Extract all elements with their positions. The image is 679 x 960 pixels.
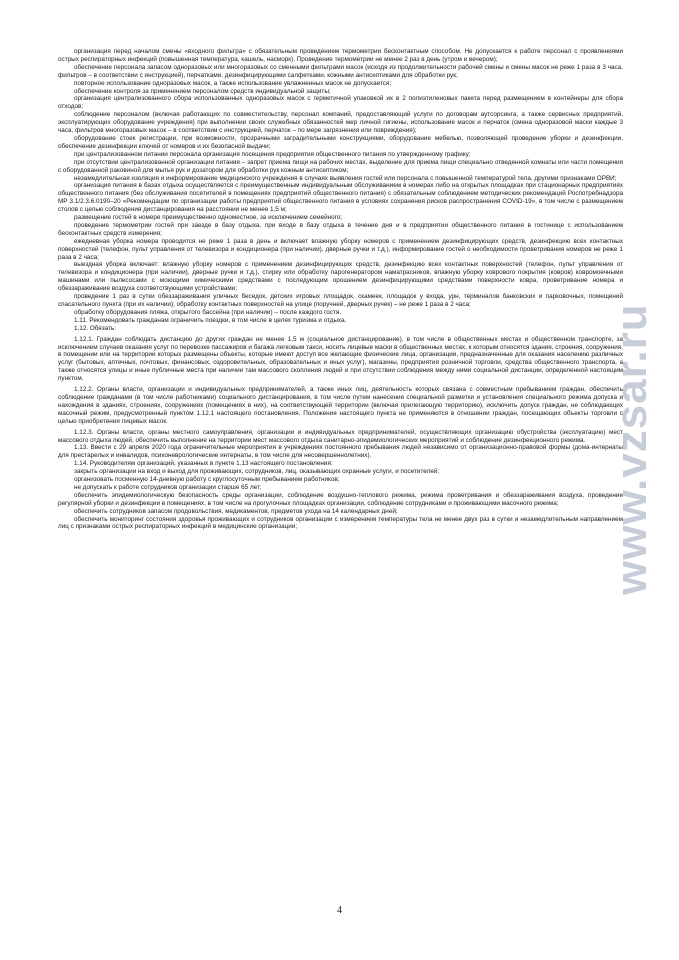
watermark: www.vzsar.ru [607, 303, 656, 595]
section-paragraph: 1.11. Рекомендовать гражданам ограничить поездки, в том числе в целях туризма и отдыха. [74, 316, 347, 324]
paragraph: при централизованном питании персонала организация посещения предприятия общественного питания по утвержденному графику; [74, 150, 471, 158]
paragraph: организовать посменную 14-дневную работу с круглосуточным пребыванием работников; [74, 476, 340, 484]
paragraph: проведение термометрии гостей при заезде в базу отдыха, при входе в базу отдыха в течение дня и в предприятии общественного питания в гостинице с использованием бесконтактных средств измерения; [58, 221, 623, 237]
paragraph: обеспечение персонала запасом одноразовых или многоразовых со сменными фильтрами масок (исходя из продолжительности рабочей смены и смены масок не реже 1 раза в 3 часа, фильтров – в соответствии с инструкцией), перчатками, дезинфицирующими салфетками, кожными антисептиками для обработки рук; [58, 63, 623, 79]
document-body [58, 48, 623, 531]
paragraph: организация питания в базах отдыха осуществляется с преимущественным индивидуальным обслуживанием в номерах либо на открытых площадках при стационарных предприятиях общественного питания (без обслуживания посетителей в помещениях предприятий общественного питания) с обязательным соблюдением методических рекомендаций Роспотребнадзора МР 3.1/2.3.6.0190–20 «Рекомендации по организации работы предприятий общественного питания в условиях сохранения рисков распространения COVID-19», в том числе с размещением столов с целью соблюдения дистанцирования на расстоянии не менее 1,5 м; [58, 182, 623, 214]
section-paragraph: 1.12.1. Граждан соблюдать дистанцию до других граждан не менее 1,5 м (социальное дистанцирование), в том числе в общественных местах и общественном транспорте, за исключением случаев оказания услуг по перевозке пассажиров и багажа легковым такси, носить лицевые маски в общественных местах, к которым относятся здания, строения, сооружения, в помещении или на территории которых размещены объекты, которые имеют доступ все желающие физические лица, организации, предназначенные для оказания населению различных услуг (бытовых, аптечных, почтовых, финансовых, оздоровительных, образовательных и иных услуг), магазины, предприятия розничной торговли, средства общественного транспорта, а также относятся улицы и иные публичные места при наличии там массового скопления людей и при отсутствии соблюдения между ними социальной дистанции, определенной настоящим пунктом. [58, 335, 623, 383]
paragraph: обеспечить сотрудников запасом продовольствия, медикаментов, предметов ухода на 14 календарных дней; [74, 507, 398, 515]
section-paragraph: 1.14. Руководителям организаций, указанных в пункте 1.13 настоящего постановления: [74, 460, 333, 468]
paragraph: обеспечить эпидемиологическую безопасность среды организации, соблюдение воздушно-теплового режима, режима проветривания и обеззараживания воздуха, проведение регулярной уборки и дезинфекции в помещениях, в том числе на прогулочных площадках организации, соблюдение сотрудниками и проживающими масочного режима; [58, 491, 623, 507]
paragraph: организация централизованного сбора использованных одноразовых масок с герметичной упаковкой их в 2 полиэтиленовых пакета перед размещением в контейнеры для сбора отходов; [58, 95, 623, 111]
paragraph: ежедневная уборка номера проводится не реже 1 раза в день и включает влажную уборку номеров с применением дезинфицирующих средств, дезинфекцию всех контактных поверхностей (телефон, пульт управления от телевизора и кондиционера (при наличии), дверные ручки и т.д.), информирование гостей о необходимости проветривания номеров не реже 1 раза в 2 часа; [58, 237, 623, 261]
paragraph: обеспечить мониторинг состояния здоровья проживающих и сотрудников организации с измерением температуры тела не менее двух раз в сутки и незамедлительным направлением лиц с признаками острых респираторных инфекций в медицинские организации; [58, 515, 623, 531]
page-number: 4 [337, 905, 342, 916]
paragraph: выездная уборка включает: влажную уборку номеров с применением дезинфицирующих средств, дезинфекцию всех контактных поверхностей (телефон, пульт управления от телевизора и кондиционера (при наличии), дверные ручки и т.д.), стирку или обработку парогенератором наматрасников, влажную уборку коврового покрытия (ковров) ковромоечными машинами или пылесосами с моющими химическими средствами с последующим орошением дезинфицирующими средствами поверхности ковра, проветривание номера и обеззараживание воздуха соответствующими устройствами; [58, 261, 623, 293]
paragraph: организация перед началом смены «входного фильтра» с обязательным проведением термометрии бесконтактным способом. Не допускается к работе персонал с проявлениями острых респираторных инфекций (повышенная температура, кашель, насморк). Проведение термометрии не менее 2 раз в день (утром и вечером); [58, 48, 623, 63]
paragraph: при отсутствии централизованной организации питания – запрет приема пищи на рабочих местах, выделение для приема пищи специально отведенной комнаты или части помещения с оборудованной раковиной для мытья рук и дозатором для обработки рук кожным антисептиком; [58, 158, 623, 174]
section-paragraph: 1.12. Обязать: [74, 324, 117, 332]
paragraph: закрыть организации на вход и выход для проживающих, сотрудников, лиц, оказывающих охранные услуги, и посетителей; [74, 468, 440, 476]
paragraph: не допускать к работе сотрудников организации старше 65 лет; [74, 483, 262, 491]
paragraph: незамедлительная изоляция и информирование медицинского учреждения в случаях выявления гостей или персонала с повышенной температурой тела, другими признаками ОРВИ; [74, 174, 617, 182]
paragraph: оборудование стоек регистрации, при возможности, прозрачными заградительными конструкциями, оборудование мебелью, позволяющей проведение уборки и дезинфекции, обеспечение дезинфекции ключей от номеров и их безопасной выдачи; [58, 134, 623, 150]
section-paragraph: 1.12.2. Органы власти, организации и индивидуальных предпринимателей, а также иных лиц, деятельность которых связана с совместным пребыванием граждан, обеспечить соблюдение гражданами (в том числе работниками) социального дистанцирования, в том числе путем нанесения специальной разметки и установления специального режима допуска и нахождения в зданиях, строениях, сооружениях (помещениях в них), на соответствующей территории (включая прилегающую территорию), исключить допуск граждан, не соблюдающих масочный режим, предусмотренный пунктом 1.12.1 настоящего постановления. Положения настоящего пункта не применяются в отношении граждан, посещающих объекты торговли с целью приобретения лицевых масок. [58, 386, 623, 425]
paragraph: обработку оборудования пляжа, открытого бассейна (при наличии) – после каждого гостя. [74, 308, 342, 316]
paragraph: соблюдение персоналом (включая работающих по совместительству, персонал компаний, предоставляющий услуги по договорам аутсорсинга, а также сервисных предприятий, эксплуатирующих оборудование учреждения) при выполнении своих служебных обязанностей мер личной гигиены, использование масок и перчаток (смена одноразовой маски каждые 3 часа, фильтров многоразовых масок – в соответствии с инструкцией, перчаток – по мере загрязнения или повреждения); [58, 111, 623, 135]
paragraph: повторное использование одноразовых масок, а также использование увлажненных масок не допускается; [74, 79, 392, 87]
paragraph: проведение 1 раз в сутки обеззараживания уличных беседок, детских игровых площадок, скамеек, площадок у входа, урн, терминалов банковских и парковочных, помещений спасательного пункта (при их наличии); обработку контактных поверхностей на улице (поручней, дверных ручек) – не реже 1 раза в 2 часа; [58, 293, 623, 308]
section-paragraph: 1.12.3. Органы власти, органы местного самоуправления, организации и индивидуальных предпринимателей, осуществляющих организацию обустройства (эксплуатацию) мест массового отдыха людей, обеспечить выполнение на территории мест массового отдыха санитарно-эпидемиологических мероприятий и соблюдение дезинфекционного режима. [58, 428, 623, 444]
paragraph: размещение гостей в номере преимущественно одноместное, за исключением семейного; [74, 214, 343, 222]
section-paragraph: 1.13. Ввести с 29 апреля 2020 года ограничительные мероприятия в учреждениях постоянного пребывания людей независимо от организационно-правовой формы (дома-интернаты для престарелых и инвалидов, психоневрологические интернаты, в том числе для несовершеннолетних). [58, 444, 623, 460]
paragraph: обеспечение контроля за применением персоналом средств индивидуальной защиты; [74, 87, 331, 95]
